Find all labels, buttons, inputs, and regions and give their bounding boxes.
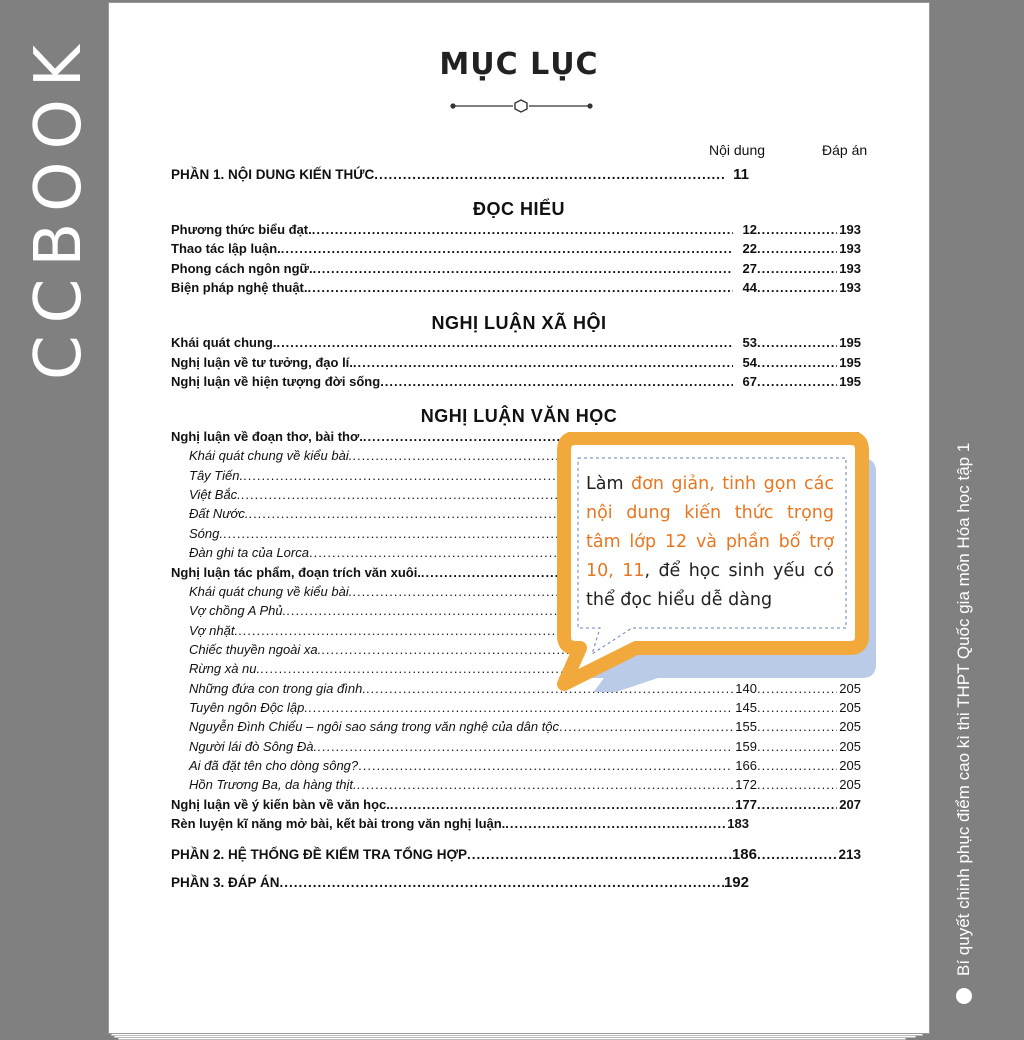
toc-page-number: 44 xyxy=(742,280,757,295)
dot-leader xyxy=(390,797,733,812)
toc-label: Tuyên ngôn Độc lập. xyxy=(189,700,308,715)
toc-label: Thao tác lập luận. xyxy=(171,241,281,256)
dot-leader xyxy=(317,739,733,754)
toc-answer-page: 205 xyxy=(839,777,861,792)
toc-row[interactable] xyxy=(171,241,861,259)
dot-leader xyxy=(353,355,733,370)
toc-label: Đàn ghi ta của Lorca xyxy=(189,545,309,560)
toc-label: Tây Tiến. xyxy=(189,468,244,483)
toc-answer-page: 205 xyxy=(839,739,861,754)
toc-label: Rèn luyện kĩ năng mở bài, kết bài trong văn nghị luận. xyxy=(171,816,506,831)
toc-page-number: 145 xyxy=(735,700,757,715)
toc-page-number: 53 xyxy=(742,335,757,350)
toc-page-number: 166 xyxy=(735,758,757,773)
brand-logo: CCBOOK xyxy=(22,33,96,380)
dot-leader xyxy=(757,374,837,389)
toc-answer-page: 195 xyxy=(839,374,861,389)
dot-leader xyxy=(380,374,733,389)
toc-row[interactable] xyxy=(171,816,749,834)
toc-answer-page: 205 xyxy=(839,681,861,696)
toc-subrow[interactable] xyxy=(171,739,861,757)
dot-leader xyxy=(276,335,733,350)
section-heading-nlxh: NGHỊ LUẬN XÃ HỘI xyxy=(431,313,607,333)
toc-label: Khái quát chung. xyxy=(171,335,277,350)
dot-leader xyxy=(280,875,724,890)
dot-leader xyxy=(357,777,733,792)
callout-text xyxy=(586,470,834,615)
side-caption xyxy=(940,344,988,1004)
toc-label: Chiếc thuyền ngoài xa. xyxy=(189,642,322,657)
toc-label: Việt Bắc. xyxy=(189,487,241,502)
section-heading-doc-hieu: ĐỌC HIỂU xyxy=(472,199,565,219)
toc-subrow[interactable] xyxy=(171,777,861,795)
section-heading-nlvh: NGHỊ LUẬN VĂN HỌC xyxy=(420,406,618,426)
page-title: MỤC LỤC xyxy=(439,47,599,82)
toc-label: Sóng. xyxy=(189,526,223,541)
toc-subrow[interactable] xyxy=(171,719,861,737)
dot-leader xyxy=(312,222,733,237)
toc-label: Vợ chồng A Phủ. xyxy=(189,603,287,618)
toc-label: Những đứa con trong gia đình. xyxy=(189,681,366,696)
toc-row[interactable] xyxy=(171,335,861,353)
toc-label: Phương thức biểu đạt. xyxy=(171,222,312,237)
toc-answer-page: 205 xyxy=(839,719,861,734)
column-header-content: Nội dung xyxy=(709,142,766,158)
toc-answer-page: 193 xyxy=(839,222,861,237)
dot-leader xyxy=(757,719,837,734)
dot-leader xyxy=(757,847,837,862)
toc-subrow[interactable] xyxy=(171,700,861,718)
dot-leader xyxy=(281,241,733,256)
toc-answer-page: 195 xyxy=(839,355,861,370)
toc-label: Ai đã đặt tên cho dòng sông? xyxy=(189,758,359,773)
toc-answer-page: 193 xyxy=(839,261,861,276)
toc-label: Người lái đò Sông Đà. xyxy=(189,739,318,754)
bullet-dot-icon xyxy=(956,988,972,1004)
toc-answer-page: 193 xyxy=(839,280,861,295)
dot-leader xyxy=(757,739,837,754)
column-header-answer: Đáp án xyxy=(822,142,868,158)
toc-page-number: 22 xyxy=(742,241,757,256)
toc-label: Nghị luận tác phẩm, đoạn trích văn xuôi. xyxy=(171,565,421,580)
toc-answer-page: 205 xyxy=(839,758,861,773)
toc-label: Nghị luận về ý kiến bàn về văn học. xyxy=(171,797,390,812)
toc-page-number: 155 xyxy=(735,719,757,734)
toc-page-number: 192 xyxy=(723,874,749,891)
toc-label: Khái quát chung về kiểu bài. xyxy=(189,584,353,599)
dot-leader xyxy=(467,847,732,862)
toc-page-number: 67 xyxy=(742,374,757,389)
dot-leader xyxy=(757,222,837,237)
toc-answer-page: 193 xyxy=(839,241,861,256)
toc-page-number: 12 xyxy=(742,222,757,237)
toc-label: PHẦN 1. NỘI DUNG KIẾN THỨC xyxy=(171,167,375,182)
dot-leader xyxy=(757,261,837,276)
dot-leader xyxy=(757,241,837,256)
toc-label: Rừng xà nu. xyxy=(189,661,261,676)
toc-label: Đất Nước. xyxy=(189,506,249,521)
toc-row[interactable] xyxy=(171,280,861,298)
dot-leader xyxy=(374,167,725,182)
toc-answer-page: 205 xyxy=(839,700,861,715)
dot-leader xyxy=(308,280,734,295)
toc-page-number: 27 xyxy=(742,261,757,276)
toc-label: Hồn Trương Ba, da hàng thịt. xyxy=(189,777,357,792)
toc-page-number: 159 xyxy=(735,739,757,754)
dot-leader xyxy=(308,700,733,715)
toc-subrow[interactable] xyxy=(171,758,861,776)
toc-answer-page: 213 xyxy=(838,847,861,862)
toc-label: Nghị luận về hiện tượng đời sống xyxy=(171,374,381,389)
toc-row[interactable] xyxy=(171,261,861,279)
toc-row[interactable] xyxy=(171,355,861,373)
toc-page-number: 11 xyxy=(733,166,749,183)
toc-page-number: 183 xyxy=(727,816,749,831)
toc-row[interactable] xyxy=(171,222,861,240)
toc-label: Nghị luận về đoạn thơ, bài thơ. xyxy=(171,429,363,444)
callout-text-plain: , để học sinh yếu có thể đọc hiểu dễ dàng xyxy=(586,561,834,610)
toc-answer-page: 195 xyxy=(839,335,861,350)
toc-label: Khái quát chung về kiểu bài. xyxy=(189,448,353,463)
toc-label: PHẦN 3. ĐÁP ÁN xyxy=(171,875,280,890)
toc-part3[interactable] xyxy=(171,874,749,892)
dot-leader xyxy=(757,758,837,773)
toc-label: Vợ nhặt. xyxy=(189,623,239,638)
toc-label: Phong cách ngôn ngữ. xyxy=(171,261,313,276)
callout-text-highlight: đơn giản, tinh gọn các nội dung kiến thức trọng tâm lớp 12 và phần bổ trợ 10, 11 xyxy=(586,474,834,581)
side-caption-text: Bí quyết chinh phục điểm cao kì thi THPT Quốc gia môn Hóa học tập 1 xyxy=(954,442,973,976)
dot-leader xyxy=(559,719,733,734)
dot-leader xyxy=(757,355,837,370)
dot-leader xyxy=(313,261,733,276)
toc-page-number: 172 xyxy=(735,777,757,792)
callout-text-plain: Làm xyxy=(586,474,632,494)
dot-leader xyxy=(358,758,733,773)
dot-leader xyxy=(757,335,837,350)
toc-row[interactable] xyxy=(171,797,861,815)
toc-label: Biện pháp nghệ thuật. xyxy=(171,280,308,295)
toc-page-number: 140 xyxy=(735,681,757,696)
toc-label: Nghị luận về tư tưởng, đạo lí. xyxy=(171,355,353,370)
dot-leader xyxy=(757,280,837,295)
toc-page-number: 177 xyxy=(735,797,757,812)
dot-leader xyxy=(757,700,837,715)
toc-part2[interactable] xyxy=(171,846,861,864)
dot-leader xyxy=(757,777,837,792)
dot-leader xyxy=(505,816,725,831)
toc-row[interactable] xyxy=(171,374,861,392)
toc-page-number: 186 xyxy=(731,846,757,863)
toc-answer-page: 207 xyxy=(839,797,861,812)
toc-label: PHẦN 2. HỆ THỐNG ĐỀ KIỂM TRA TỔNG HỢP xyxy=(171,847,468,862)
toc-part1[interactable] xyxy=(171,166,749,184)
title-ornament-icon xyxy=(449,99,594,113)
dot-leader xyxy=(757,797,837,812)
toc-label: Nguyễn Đình Chiểu – ngôi sao sáng trong văn nghệ của dân tộc xyxy=(189,719,560,734)
toc-page-number: 54 xyxy=(742,355,757,370)
